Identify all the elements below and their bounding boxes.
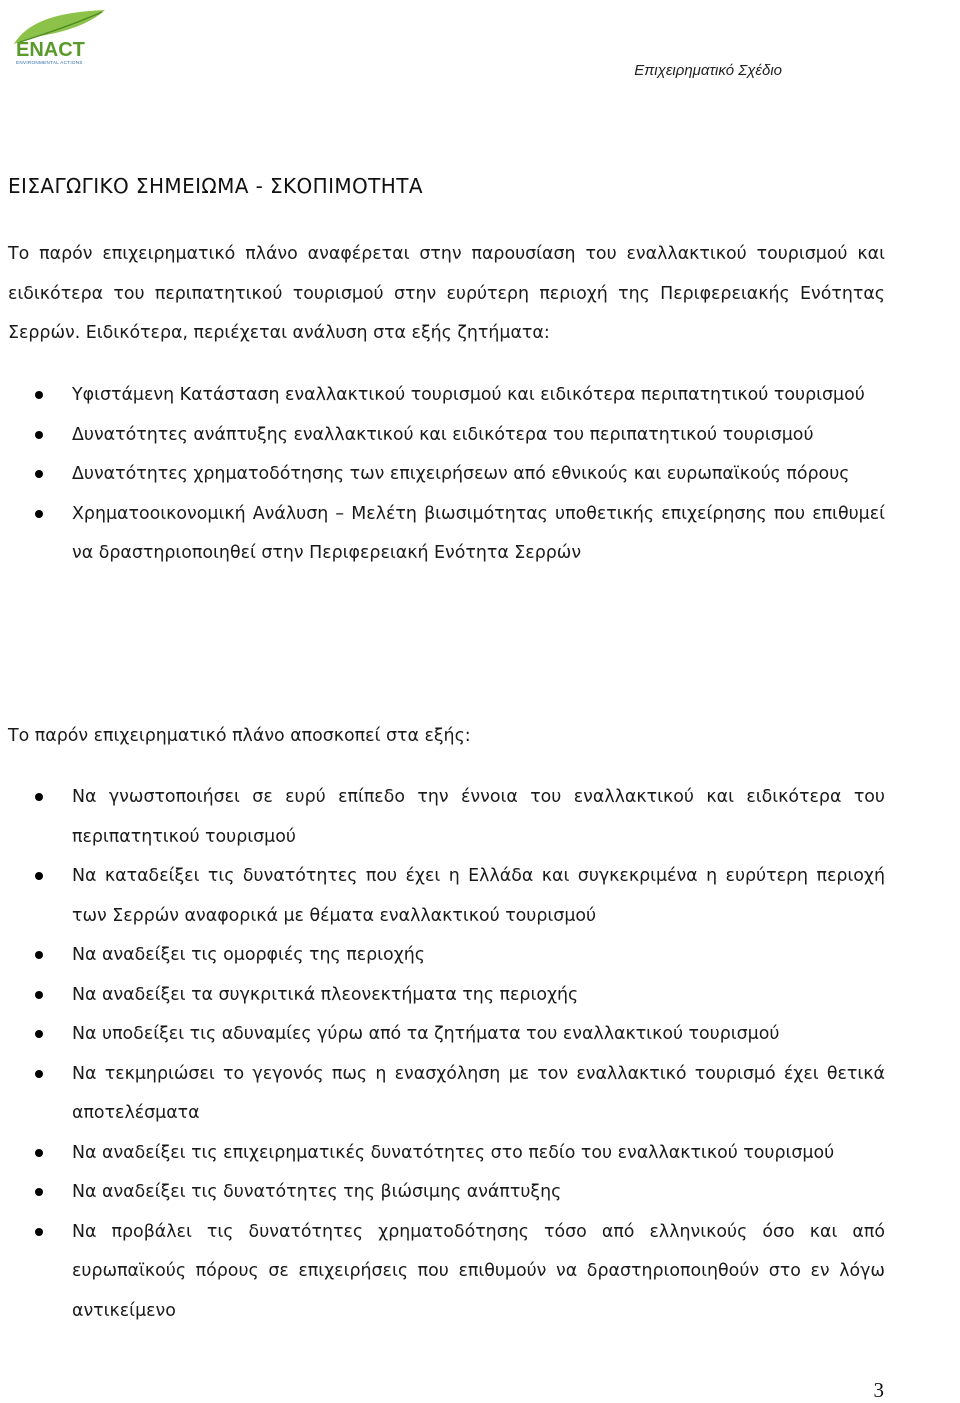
- list-item-text: Χρηματοοικονομική Ανάλυση – Μελέτη βιωσιμότητας υποθετικής επιχείρησης που επιθυμεί να δραστηριοποιηθεί στην Περιφερειακή Ενότητα Σερρών: [72, 503, 885, 563]
- intro-paragraph: Το παρόν επιχειρηματικό πλάνο αναφέρεται στην παρουσίαση του εναλλακτικού τουρισμού και ειδικότερα του περιπατητικού τουρισμού στην ευρύτερη περιοχή της Περιφερειακής Ενότητας Σερρών. Ειδικότερα, περιέχεται ανάλυση στα εξής ζητήματα:: [8, 244, 885, 343]
- bullet-icon: [35, 1070, 43, 1078]
- bullet-icon: [35, 1030, 43, 1038]
- list-item-text: Να αναδείξει τα συγκριτικά πλεονεκτήματα της περιοχής: [72, 984, 579, 1005]
- bullet-icon: [35, 431, 43, 439]
- list-item: [0, 976, 885, 1016]
- bullet-icon: [35, 510, 43, 518]
- list-item-text: Να αναδείξει τις επιχειρηματικές δυνατότητες στο πεδίο του εναλλακτικού τουρισμού: [72, 1142, 835, 1163]
- list-item: [0, 778, 885, 857]
- list-item: [0, 1173, 885, 1213]
- list-item-text: Δυνατότητες ανάπτυξης εναλλακτικού και ειδικότερα του περιπατητικού τουρισμού: [72, 424, 814, 445]
- list-item: [0, 416, 885, 456]
- list-item-text: Να αναδείξει τις ομορφιές της περιοχής: [72, 945, 425, 965]
- list-item-text: Να προβάλει τις δυνατότητες χρηματοδότησης τόσο από ελληνικούς όσο και από ευρωπαϊκούς πόρους σε επιχειρήσεις που επιθυμούν να δραστηριοποιηθούν στο εν λόγω αντικείμενο: [72, 1221, 885, 1321]
- list-item-text: Να καταδείξει τις δυνατότητες που έχει η Ελλάδα και συγκεκριμένα η ευρύτερη περιοχή των Σερρών αναφορικά με θέματα εναλλακτικού τουρισμού: [72, 866, 885, 926]
- list-item: [0, 495, 885, 574]
- bullet-icon: [35, 391, 43, 399]
- bullet-icon: [35, 1188, 43, 1196]
- list-item: [0, 1213, 885, 1332]
- bullet-icon: [35, 872, 43, 880]
- topics-list: [0, 376, 885, 574]
- section-title: ΕΙΣΑΓΩΓΙΚΟ ΣΗΜΕΙΩΜΑ - ΣΚΟΠΙΜΟΤΗΤΑ: [8, 174, 423, 198]
- list-item-text: Να γνωστοποιήσει σε ευρύ επίπεδο την έννοια του εναλλακτικού και ειδικότερα του περιπατητικού τουρισμού: [72, 787, 885, 847]
- list-item-text: Να αναδείξει τις δυνατότητες της βιώσιμης ανάπτυξης: [72, 1182, 562, 1202]
- bullet-icon: [35, 991, 43, 999]
- bullet-icon: [35, 951, 43, 959]
- list-item-text: Δυνατότητες χρηματοδότησης των επιχειρήσεων από εθνικούς και ευρωπαϊκούς πόρους: [72, 464, 850, 484]
- list-item: [0, 1134, 885, 1174]
- list-item-text: Υφιστάμενη Κατάσταση εναλλακτικού τουρισμού και ειδικότερα περιπατητικού τουρισμού: [72, 385, 865, 405]
- logo-tagline: ENVIRONMENTAL ACTIONS: [16, 60, 83, 65]
- list-item: [0, 936, 885, 976]
- bullet-icon: [35, 470, 43, 478]
- running-header-title: Επιχειρηματικό Σχέδιο: [634, 62, 782, 79]
- page-number: 3: [873, 1378, 884, 1402]
- purpose-intro: Το παρόν επιχειρηματικό πλάνο αποσκοπεί στα εξής:: [8, 726, 471, 746]
- list-item: [0, 857, 885, 936]
- enact-logo: [10, 6, 110, 68]
- list-item: [0, 376, 885, 416]
- list-item: [0, 1015, 885, 1055]
- list-item: [0, 1055, 885, 1134]
- bullet-icon: [35, 1149, 43, 1157]
- logo-name: ENACT: [16, 39, 85, 61]
- bullet-icon: [35, 793, 43, 801]
- list-item: [0, 455, 885, 495]
- bullet-icon: [35, 1228, 43, 1236]
- list-item-text: Να τεκμηριώσει το γεγονός πως η ενασχόληση με τον εναλλακτικό τουρισμό έχει θετικά αποτελέσματα: [72, 1063, 885, 1123]
- list-item-text: Να υποδείξει τις αδυναμίες γύρω από τα ζητήματα του εναλλακτικού τουρισμού: [72, 1024, 780, 1044]
- purposes-list: [0, 778, 885, 1331]
